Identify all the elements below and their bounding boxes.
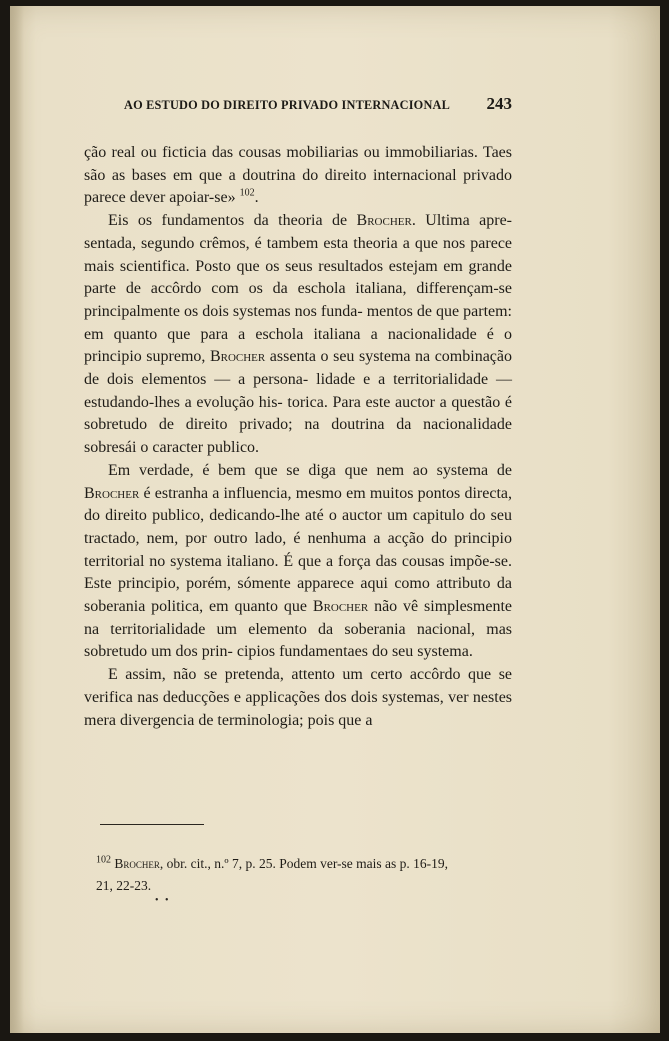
- text-run: em grande parte de accôrdo com os da eschola italiana,: [84, 257, 512, 298]
- text-run: lidade e a territorialidade — estudando-lhes a evolução his-: [84, 371, 513, 411]
- author-name: Brocher: [114, 856, 160, 871]
- paragraph: [84, 142, 512, 210]
- text-run: parece mais scientifica. Posto que os seus resultados estejam: [84, 234, 513, 275]
- text-run: Eis os fundamentos da theoria de: [108, 212, 357, 230]
- author-name: Brocher: [84, 484, 140, 502]
- page-header: [124, 94, 512, 114]
- footnote: [96, 853, 514, 897]
- text-run: se verifica nas deducções e applicações dos dois systemas,: [84, 666, 513, 706]
- text-run: . Ultima apre-: [411, 212, 513, 230]
- author-name: Brocher: [209, 348, 266, 366]
- author-name: Brocher: [356, 212, 412, 230]
- page-gutter: [10, 6, 24, 1033]
- footnote-reference: 102: [239, 188, 255, 200]
- text-run: privado parece dever apoiar-se»: [84, 166, 512, 207]
- text-run: directa, do direito publico, dedicando-lhe até o auctor um: [84, 484, 512, 525]
- text-run: 21, 22-23.: [96, 878, 152, 893]
- text-run: assenta o: [265, 348, 329, 366]
- printer-marks: • •: [155, 895, 171, 906]
- text-run: que: [283, 598, 313, 616]
- text-run: Taes são as bases em que a doutrina do direito internacional: [84, 144, 513, 184]
- paragraph: [84, 460, 512, 664]
- text-run: publico.: [207, 439, 260, 457]
- text-run: é estranha a influencia, mesmo em muitos pontos: [139, 484, 461, 502]
- text-run: a acção do principio territorial no systema italiano. É que: [84, 529, 512, 570]
- text-run: seu systema na combinação de dois elementos — a persona-: [84, 348, 512, 389]
- body-text: [84, 142, 512, 732]
- page-number: 243: [486, 94, 512, 113]
- text-run: ver nestes mera divergencia de terminologia; pois que a: [84, 688, 513, 729]
- text-run: privado; na doutrina da nacionalidade sobresái o caracter: [84, 416, 513, 457]
- text-run: .: [254, 189, 259, 207]
- text-run: differençam-se principalmente os dois systemas nos funda-: [84, 280, 512, 320]
- text-run: apparece aqui como attributo da soberania politica, em quanto: [84, 575, 512, 616]
- text-run: E assim, não se pretenda, attento um certo accôrdo que: [108, 666, 492, 684]
- text-run: , obr. cit., n.º 7, p. 25. Podem ver-se mais as p. 16-19,: [159, 856, 449, 871]
- paragraph: [84, 210, 512, 460]
- text-run: ção real ou ficticia das cousas mobiliarias ou immobiliarias.: [84, 144, 478, 161]
- text-run: sentada, segundo crêmos, é tambem esta theoria a que nos: [84, 234, 466, 252]
- author-name: Brocher: [312, 598, 369, 616]
- footnote-mark: 102: [96, 854, 111, 866]
- paragraph: [84, 664, 512, 732]
- page-edge: [660, 6, 669, 1033]
- text-run: cipios fundamentaes do seu systema.: [236, 643, 473, 661]
- footnote-rule: [100, 824, 204, 825]
- text-run: a nacionalidade é o principio supremo,: [84, 325, 513, 366]
- running-title: AO ESTUDO DO DIREITO PRIVADO INTERNACIONAL: [124, 98, 451, 112]
- text-run: a força das cousas impõe-se. Este principio, porém, sómente: [84, 552, 512, 593]
- text-run: capitulo do seu tractado, nem, por outro lado, é nenhuma: [84, 507, 512, 547]
- text-run: torica. Para este auctor a questão é sobretudo de direito: [84, 393, 513, 434]
- text-run: Em verdade, é bem que se diga que nem ao systema de: [108, 461, 512, 479]
- text-run: elemento da soberania nacional, mas sobretudo um dos prin-: [84, 620, 513, 661]
- text-run: mentos de que partem: em quanto que para a eschola italiana: [84, 302, 513, 343]
- text-run: não vê simplesmente na territorialidade um: [84, 598, 513, 638]
